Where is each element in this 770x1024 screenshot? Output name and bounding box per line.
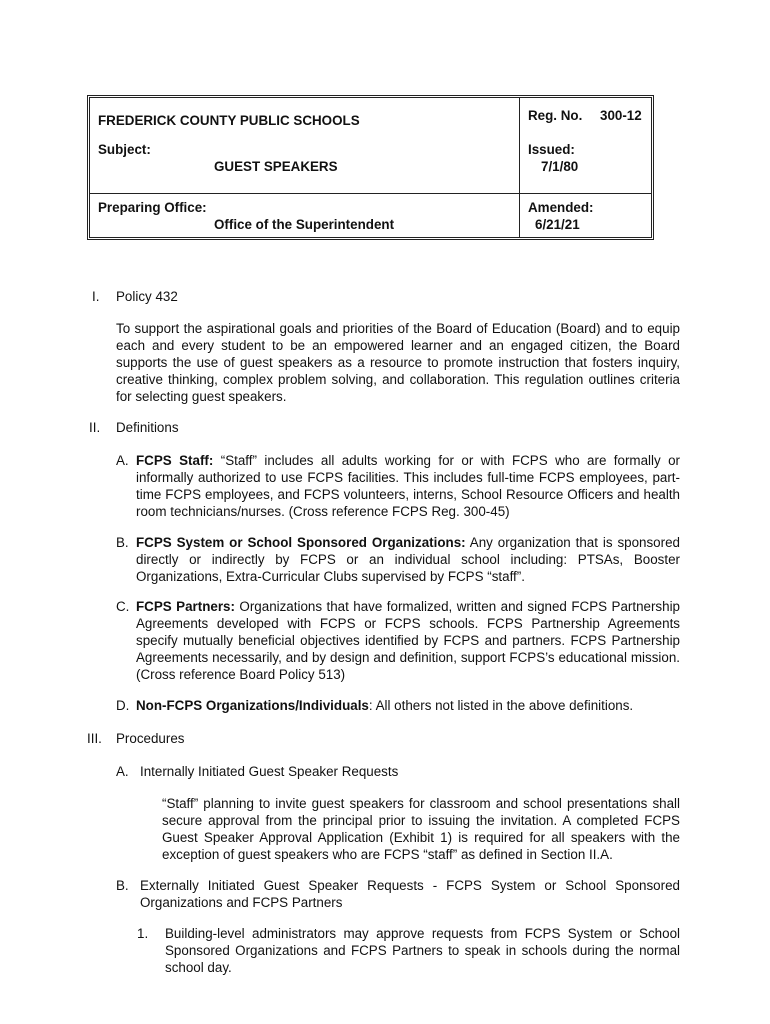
- definition-c-letter: C.: [116, 599, 130, 614]
- issued-date: 7/1/80: [541, 159, 579, 174]
- definition-c: [136, 598, 680, 683]
- procedure-a-letter: A.: [116, 764, 129, 779]
- definition-d-letter: D.: [116, 698, 130, 713]
- org-name: FREDERICK COUNTY PUBLIC SCHOOLS: [98, 113, 360, 128]
- section-1-title: Policy 432: [116, 289, 178, 304]
- definition-d-term: Non-FCPS Organizations/Individuals: [136, 698, 369, 713]
- definition-a-term: FCPS Staff:: [136, 453, 214, 468]
- office-label: Preparing Office:: [98, 200, 207, 215]
- section-1-body: To support the aspirational goals and priorities of the Board of Education (Board) and to equip each and every student to be an empowered learner and an engaged citizen, the Board supports the use of guest speakers as a resource to promote instruction that fosters inquiry, creative thinking, complex problem solving, and collaboration. This regulation outlines criteria for selecting guest speakers.: [116, 321, 680, 404]
- definition-d-text: : All others not listed in the above definitions.: [368, 698, 634, 713]
- definition-a-text: “Staff” includes all adults working for or with FCPS who are formally or informally authorized to use FCPS facilities. This includes full-time FCPS employees, part-time FCPS employees, and FCPS volunteers, interns, School Resource Officers and health room technicians/nurses. (Cross reference FCPS Reg. 300-45): [136, 453, 680, 519]
- office-value: Office of the Superintendent: [214, 217, 395, 232]
- procedure-a-title: Internally Initiated Guest Speaker Requests: [140, 764, 399, 779]
- amended-label: Amended:: [528, 200, 594, 215]
- procedure-b-title: Externally Initiated Guest Speaker Requests - FCPS System or School Sponsored Organizations and FCPS Partners: [140, 878, 680, 910]
- subject-label: Subject:: [98, 142, 151, 157]
- definition-c-text: Organizations that have formalized, written and signed FCPS Partnership Agreements developed with FCPS or FCPS schools. FCPS Partnership Agreements specify mutually beneficial objectives identified by FCPS and partners. FCPS Partnership Agreements necessarily, and by design and definition, support FCPS’s educational mission. (Cross reference Board Policy 513): [136, 599, 680, 682]
- definition-a: [136, 452, 680, 520]
- procedure-b1-number: 1.: [137, 926, 149, 941]
- reg-label: Reg. No.: [528, 108, 583, 123]
- header-divider-vertical: [519, 98, 520, 237]
- amended-date: 6/21/21: [535, 217, 580, 232]
- definition-b-text: Any organization that is sponsored directly or indirectly by FCPS or an individual school including: PTSAs, Booster Organizations, Extra-Curricular Clubs supervised by FCPS “staff”.: [136, 535, 680, 584]
- definition-b: [136, 534, 680, 585]
- reg-number: 300-12: [600, 108, 642, 123]
- header-divider-horizontal: [90, 193, 651, 194]
- section-1-numeral: I.: [92, 289, 100, 304]
- section-3-numeral: III.: [87, 731, 102, 746]
- definition-d: [136, 697, 633, 714]
- header-table: [87, 95, 654, 240]
- section-2-numeral: II.: [89, 420, 101, 435]
- definition-b-letter: B.: [116, 535, 129, 550]
- definition-b-term: FCPS System or School Sponsored Organizations:: [136, 535, 466, 550]
- issued-label: Issued:: [528, 142, 575, 157]
- subject-value: GUEST SPEAKERS: [214, 159, 338, 174]
- section-3-title: Procedures: [116, 731, 185, 746]
- definition-c-term: FCPS Partners:: [136, 599, 235, 614]
- procedure-a-body: “Staff” planning to invite guest speakers for classroom and school presentations shall secure approval from the principal prior to issuing the invitation. A completed FCPS Guest Speaker Approval Application (Exhibit 1) is required for all speakers with the exception of guest speakers who are FCPS “staff” as defined in Section II.A.: [162, 796, 680, 862]
- definition-a-letter: A.: [116, 453, 129, 468]
- procedure-b-letter: B.: [116, 878, 129, 893]
- procedure-b1-text: Building-level administrators may approve requests from FCPS System or School Sponsored Organizations and FCPS Partners to speak in schools during the normal school day.: [165, 926, 680, 975]
- section-2-title: Definitions: [116, 420, 179, 435]
